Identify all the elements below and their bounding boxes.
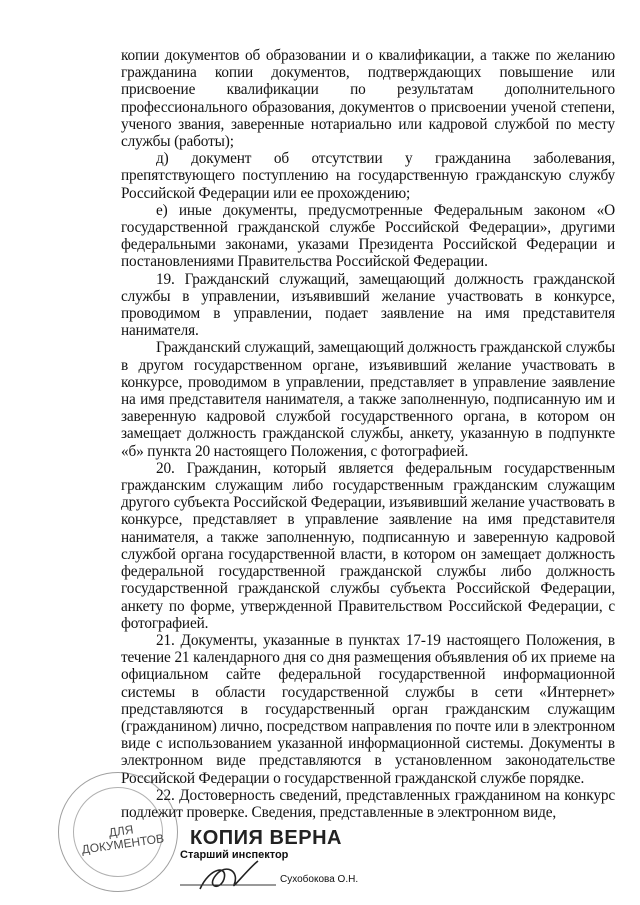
paragraph: Гражданский служащий, замещающий должность гражданской службы в другом государственном органе, изъявивший желание участвовать в конкурсе, проводимом в управлении, представляет в управление заявление на имя представителя нанимателя, а также заполненную, подписанную им и заверенную кадровой службой государственного органа, в котором он замещает должность гражданской службы, анкету, указанную в подпункте «б» пункта 20 настоящего Положения, с фотографией. <box>121 339 615 460</box>
certification-stamp <box>180 827 370 897</box>
paragraph: е) иные документы, предусмотренные Федеральным законом «О государственной гражданской службе Российской Федерации», другими федеральными законами, указами Президента Российской Федерации и постановлениями Правительства Российской Федерации. <box>121 201 615 271</box>
paragraph: 21. Документы, указанные в пунктах 17-19 настоящего Положения, в течение 21 календарного дня со дня размещения объявления об их приеме на официальном сайте федеральной государственной информационной системы в области государственной службы в сети «Интернет» представляются в государственный орган гражданским служащим (гражданином) лично, посредством направления по почте или в электронном виде с использованием указанной информационной системы. Документы в электронном виде представляются в установленном законодательстве Российской Федерации о государственной гражданской службе порядке. <box>121 631 615 787</box>
certification-name: Сухобокова О.Н. <box>280 874 359 885</box>
paragraph: 19. Гражданский служащий, замещающий должность гражданской службы в управлении, изъявивший желание участвовать в конкурсе, проводимом в управлении, подает заявление на имя представителя нанимателя. <box>121 270 615 340</box>
paragraph: 22. Достоверность сведений, представленных гражданином на конкурс подлежит проверке. Сведения, представленные в электронном виде, <box>121 786 615 821</box>
round-stamp <box>58 772 178 892</box>
paragraph: д) документ об отсутствии у гражданина заболевания, препятствующего поступлению на государственную гражданскую службу Российской Федерации или ее прохождению; <box>121 150 615 202</box>
paragraph: копии документов об образовании и о квалификации, а также по желанию гражданина копии документов, подтверждающих повышение или присвоение квалификации по результатам дополнительного профессионального образования, документов о присвоении ученой степени, ученого звания, заверенные нотариально или кадровой службой по месту службы (работы); <box>121 47 615 151</box>
signature-icon <box>180 827 370 897</box>
document-body <box>121 47 615 821</box>
certification-title: КОПИЯ ВЕРНА <box>190 827 342 849</box>
certification-role: Старший инспектор <box>180 849 289 861</box>
stamp-text: ДЛЯ ДОКУМЕНТОВ <box>80 822 165 857</box>
paragraph: 20. Гражданин, который является федеральным государственным гражданским служащим либо государственным гражданским служащим другого субъекта Российской Федерации, изъявивший желание участвовать в конкурсе, представляет в управление заявление на имя представителя нанимателя, а также заполненную, подписанную и заверенную кадровой службой органа государственной власти, в котором он замещает должность федеральной государственной гражданской службы либо должность государственной гражданской службы субъекта Российской Федерации, анкету по форме, утвержденной Правительством Российской Федерации, с фотографией. <box>121 459 615 632</box>
